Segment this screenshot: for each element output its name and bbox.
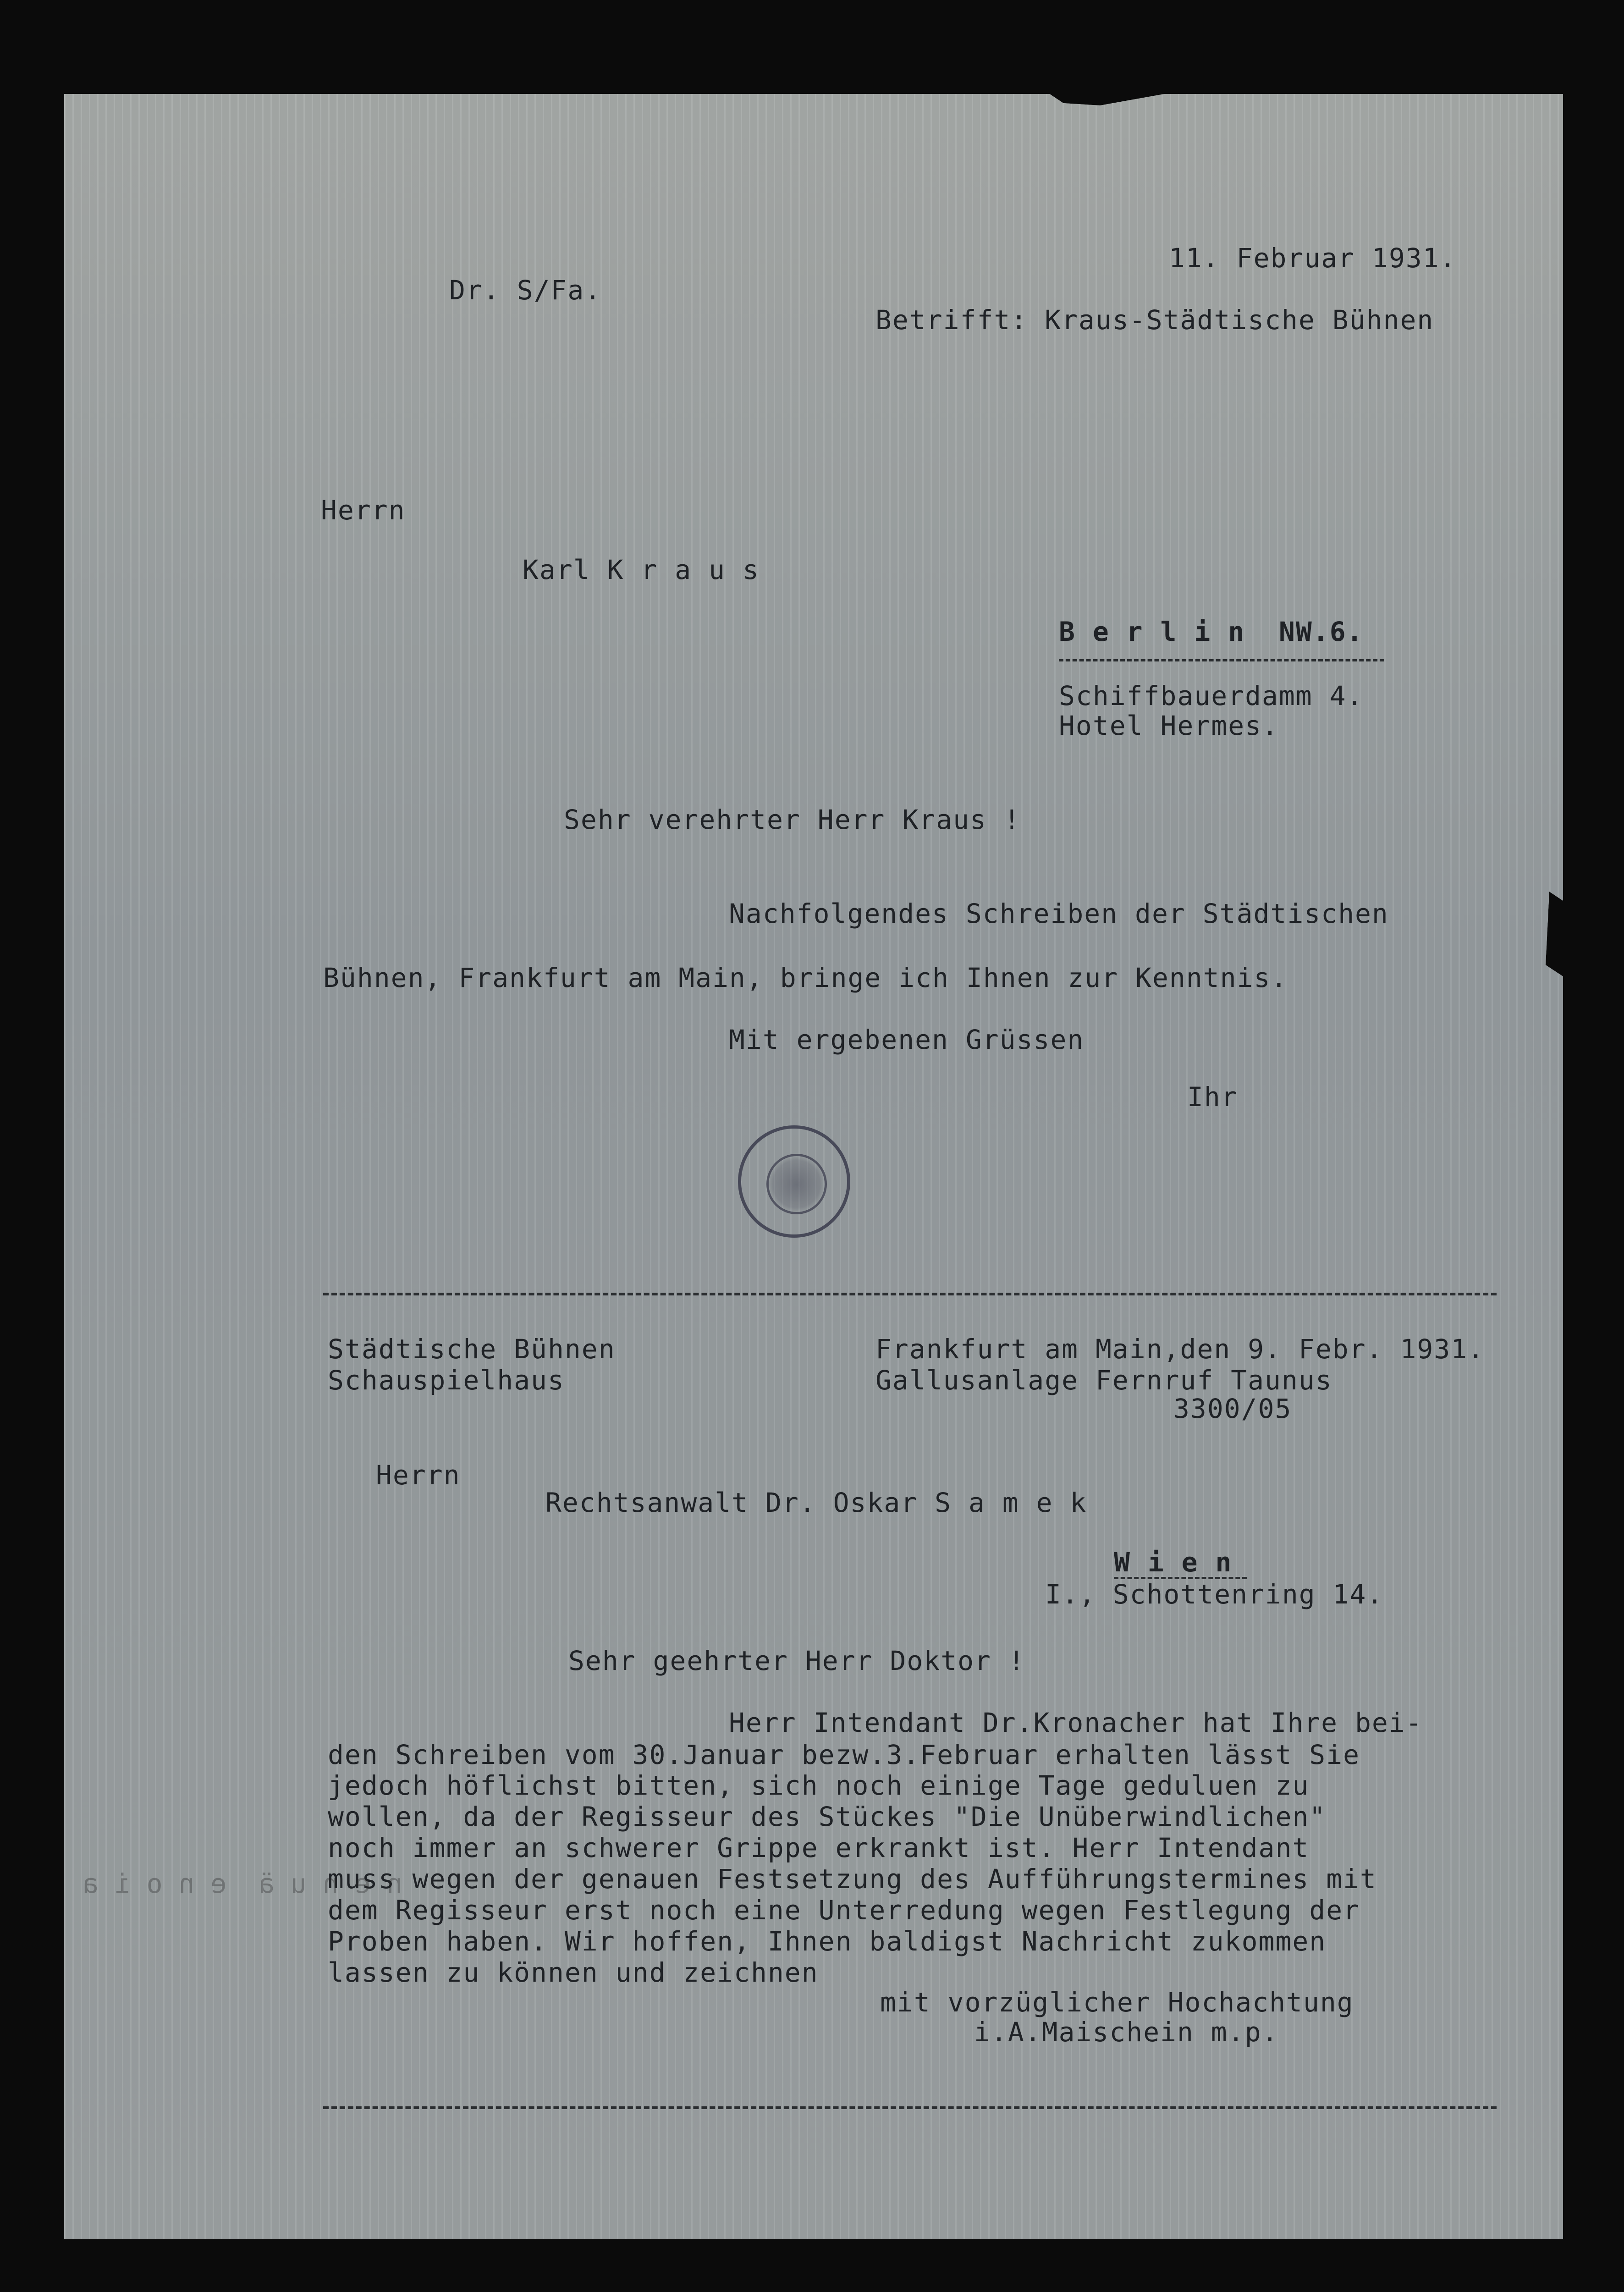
- letter2-body-line: noch immer an schwerer Grippe erkrankt ist. Herr Intendant: [328, 1832, 1310, 1863]
- letter2-body-line: den Schreiben vom 30.Januar bezw.3.Februar erhalten lässt Sie: [328, 1739, 1360, 1770]
- letter1-city: B e r l i n NW.6.: [1059, 616, 1364, 647]
- letter2-closing: mit vorzüglicher Hochachtung: [880, 1987, 1354, 2018]
- letter2-address: I., Schottenring 14.: [1045, 1579, 1384, 1610]
- letter2-salutation-recipient: Herrn: [376, 1460, 461, 1491]
- round-stamp: [738, 1125, 850, 1238]
- letter1-signoff: Ihr: [1187, 1081, 1238, 1113]
- letter2-phone-number: 3300/05: [1173, 1393, 1292, 1424]
- separator-dashed-line-top: [323, 1293, 1497, 1295]
- letter1-body-line1: Nachfolgendes Schreiben der Städtischen: [729, 898, 1389, 929]
- letter1-address-line1: Schiffbauerdamm 4.: [1059, 680, 1364, 711]
- letter2-body-line: Herr Intendant Dr.Kronacher hat Ihre bei-: [729, 1707, 1423, 1738]
- letter1-salutation-recipient: Herrn: [321, 495, 406, 526]
- letter1-address-line2: Hotel Hermes.: [1059, 710, 1279, 741]
- letter2-body-line: Proben haben. Wir hoffen, Ihnen baldigst Nachricht zukommen: [328, 1926, 1327, 1957]
- letter2-body-line: dem Regisseur erst noch eine Unterredung wegen Festlegung der: [328, 1895, 1360, 1926]
- letter2-body-line: wollen, da der Regisseur des Stückes "Die Unüberwindlichen": [328, 1801, 1327, 1832]
- letter1-closing: Mit ergebenen Grüssen: [729, 1024, 1085, 1055]
- letter1-reference: Dr. S/Fa.: [449, 275, 602, 306]
- letter2-city: W i e n: [1114, 1547, 1233, 1578]
- separator-dashed-line-bottom: [323, 2106, 1497, 2109]
- letter1-date: 11. Februar 1931.: [1169, 242, 1457, 274]
- stamp-emblem: [766, 1154, 827, 1214]
- letter1-body-line2: Bühnen, Frankfurt am Main, bringe ich Ihnen zur Kenntnis.: [323, 962, 1288, 993]
- bleed-through-mark: n e n u ä e n o i a: [83, 1868, 403, 1899]
- city-underline: [1059, 659, 1384, 661]
- letter2-sender-line1: Städtische Bühnen: [328, 1333, 616, 1365]
- letter2-place-date: Frankfurt am Main,den 9. Febr. 1931.: [875, 1333, 1485, 1365]
- letter1-greeting: Sehr verehrter Herr Kraus !: [564, 804, 1021, 835]
- letter2-body-line: lassen zu können und zeichnen: [328, 1957, 819, 1988]
- letter1-subject: Betrifft: Kraus-Städtische Bühnen: [875, 304, 1434, 336]
- letter1-recipient-name: Karl K r a u s: [523, 554, 760, 585]
- letter2-signature: i.A.Maischein m.p.: [974, 2017, 1279, 2048]
- letter2-greeting: Sehr geehrter Herr Doktor !: [568, 1645, 1025, 1676]
- letter2-recipient-name: Rechtsanwalt Dr. Oskar S a m e k: [545, 1487, 1087, 1518]
- letter2-phone-line: Gallusanlage Fernruf Taunus: [875, 1365, 1332, 1396]
- letter2-body-line: muss wegen der genauen Festsetzung des Aufführungstermines mit: [328, 1863, 1377, 1895]
- letter2-sender-line2: Schauspielhaus: [328, 1365, 565, 1396]
- letter2-body-line: jedoch höflichst bitten, sich noch einige Tage geduluen zu: [328, 1770, 1310, 1801]
